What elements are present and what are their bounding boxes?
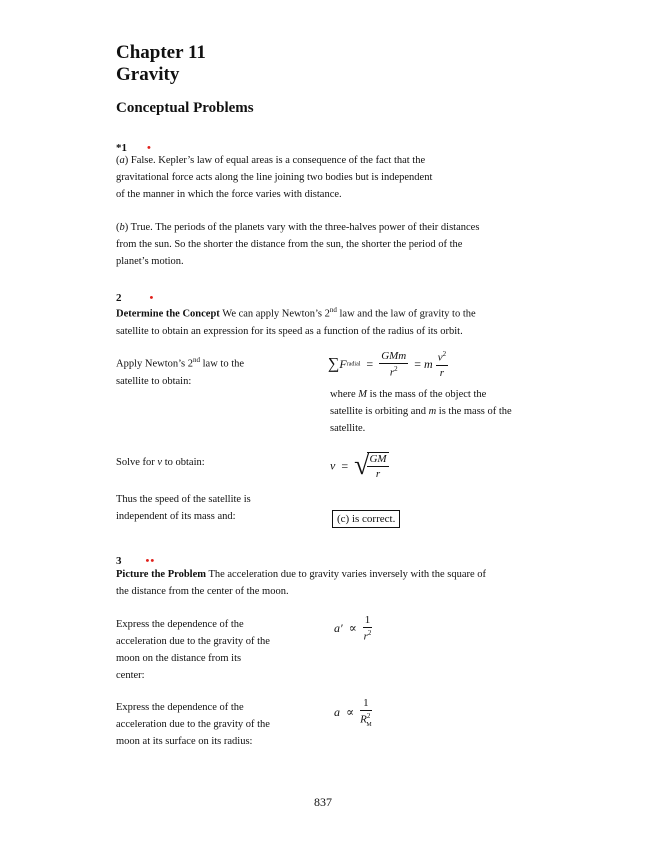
fraction: [367, 453, 388, 480]
eq-symbol: M: [358, 389, 368, 400]
eq-symbol: F: [339, 356, 347, 371]
difficulty-stars: •: [149, 292, 155, 304]
eq-symbol: m: [428, 406, 437, 417]
problem-3-intro: [116, 566, 541, 600]
superscript: nd: [329, 306, 337, 314]
text-line: ) False. Kepler’s law of equal areas is a consequence of the fact that the: [124, 155, 426, 166]
denominator: r: [439, 366, 445, 379]
denominator: R: [360, 713, 367, 726]
text-line: is the mass of the object the: [367, 389, 487, 400]
difficulty-stars: •: [147, 142, 152, 154]
text-line: to obtain:: [162, 457, 205, 468]
text-line: center:: [116, 670, 145, 681]
text-line: moon on the distance from its: [116, 653, 242, 664]
answer-box: [332, 509, 400, 527]
superscript: 2: [442, 350, 447, 358]
part-label: a: [119, 155, 125, 166]
text-line: Express the dependence of the: [116, 702, 244, 713]
text-line: moon at its surface on its radius:: [116, 736, 253, 747]
text-line: where: [330, 389, 359, 400]
eq-symbol: ∝: [346, 704, 355, 719]
eq-symbol: v: [157, 457, 163, 468]
text-line: planet’s motion.: [116, 256, 184, 267]
square-root: [354, 452, 388, 480]
equation-orbital-speed: [330, 452, 389, 480]
text-line: The acceleration due to gravity varies inversely with the square of: [206, 569, 487, 580]
problem-number: 3: [116, 555, 122, 567]
numerator: GM: [369, 453, 387, 465]
eq-symbol: =: [341, 458, 349, 473]
superscript: 2: [367, 629, 372, 637]
text-line: independent of its mass and:: [116, 511, 236, 522]
text-line: ) True. The periods of the planets vary with the three-halves power of their distances: [124, 222, 480, 233]
text-line: law and the law of gravity to the: [336, 308, 476, 320]
fraction: [436, 350, 448, 379]
numerator: 1: [360, 697, 372, 711]
superscript: nd: [193, 356, 200, 364]
equation-newton-gravity: [328, 350, 448, 379]
radical-icon: √: [354, 450, 370, 481]
text-line: law to the: [200, 358, 245, 370]
problem-1-part-a: (a) False. Kepler’s law of equal areas is a consequence of the fact that the gravitational force acts along the line joining two bodies but is independent of the manner in which the force varies with distance.: [116, 152, 536, 203]
text-line: We can apply Newton’s 2: [219, 308, 330, 320]
text-line: the distance from the center of the moon.: [116, 586, 289, 597]
problem-number: 2: [116, 292, 122, 304]
problem-3-step-2: [116, 699, 296, 750]
problem-2-step-2: [116, 454, 296, 471]
numerator: v: [437, 351, 443, 364]
eq-symbol: =: [366, 356, 374, 371]
subscript: radial: [346, 361, 361, 368]
difficulty-stars: ••: [145, 555, 156, 567]
eq-symbol: v: [330, 458, 336, 473]
chapter-number: Chapter 11: [116, 42, 206, 63]
text-line: acceleration due to the gravity of the: [116, 636, 270, 647]
text-line: satellite to obtain:: [116, 375, 192, 387]
problem-2-conclusion: [116, 491, 296, 525]
fraction: [379, 350, 408, 379]
lead-phrase: Picture the Problem: [116, 569, 207, 580]
lead-phrase: Determine the Concept: [116, 308, 220, 320]
part-label: b: [119, 222, 125, 233]
subscript: M: [366, 721, 372, 728]
eq-symbol: m: [424, 356, 433, 371]
text-line: satellite.: [330, 423, 366, 434]
text-line: of the manner in which the force varies with distance.: [116, 189, 342, 200]
eq-symbol: a: [334, 704, 340, 719]
denominator: r: [363, 630, 368, 643]
chapter-name: Gravity: [116, 64, 180, 85]
problem-3-step-1: [116, 616, 296, 684]
numerator: 1: [364, 614, 371, 626]
eq-symbol: ∝: [348, 620, 357, 635]
superscript: 2: [394, 365, 398, 373]
section-title: Conceptual Problems: [116, 100, 254, 116]
equation-proportional-rm: [334, 697, 372, 728]
text-line: Express the dependence of the: [116, 619, 244, 630]
text-line: Thus the speed of the satellite is: [116, 494, 251, 505]
eq-symbol: a′: [334, 620, 343, 635]
denominator: r: [389, 366, 395, 379]
fraction: [360, 697, 372, 728]
problem-2-intro: [116, 302, 541, 340]
text-line: satellite to obtain an expression for its speed as a function of the radius of its orbit.: [116, 325, 463, 337]
page-number: 837: [314, 795, 332, 809]
sum-symbol: ∑: [328, 355, 340, 373]
chapter-heading: [116, 42, 206, 86]
problem-2-step-1: [116, 352, 296, 390]
text-line: satellite is orbiting and: [330, 406, 429, 417]
problem-number: *1: [116, 142, 127, 154]
eq-symbol: =: [414, 356, 422, 371]
text-line: Solve for: [116, 457, 158, 468]
superscript: 2: [366, 712, 371, 720]
text-line: gravitational force acts along the line joining two bodies but is independent: [116, 172, 433, 183]
denominator: r: [375, 468, 381, 480]
problem-2-note: [330, 386, 560, 437]
fraction: [363, 614, 373, 643]
text-line: from the sun. So the shorter the distance from the sun, the shorter the period of the: [116, 239, 463, 250]
equation-proportional-r: [334, 614, 372, 643]
numerator: GMm: [381, 350, 407, 362]
answer-text: (c) is correct.: [332, 510, 400, 528]
problem-1-part-b: (b) True. The periods of the planets vary with the three-halves power of their distances from the sun. So the shorter the distance from the sun, the shorter the period of the planet’s motion.: [116, 219, 541, 270]
text-line: is the mass of the: [436, 406, 512, 417]
text-line: acceleration due to the gravity of the: [116, 719, 270, 730]
text-line: Apply Newton’s 2: [116, 358, 193, 370]
